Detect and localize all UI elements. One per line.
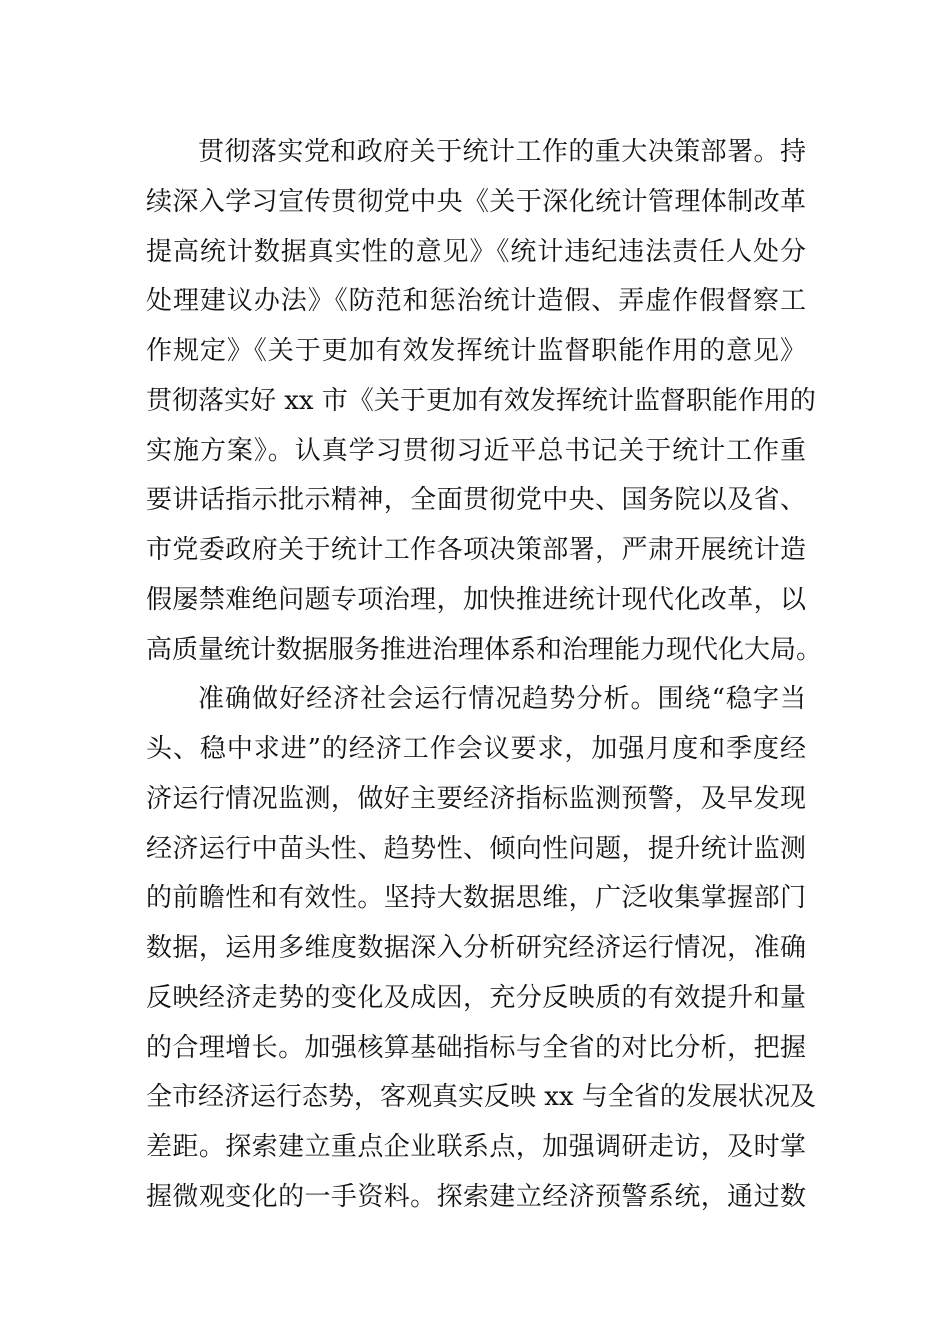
- paragraph-2-line-2: 头、稳中求进”的经济工作会议要求，加强月度和季度经: [146, 734, 806, 764]
- paragraph-1-line-8: 要讲话指示批示精神，全面贯彻党中央、国务院以及省、: [146, 485, 806, 516]
- paragraph-2-line-6: 数据，运用多维度数据深入分析研究经济运行情况，准确: [146, 933, 806, 963]
- paragraph-2-line-1: 准确做好经济社会运行情况趋势分析。围绕“稳字当: [198, 684, 806, 715]
- paragraph-1-line-7: 实施方案》。认真学习贯彻习近平总书记关于统计工作重: [146, 435, 806, 466]
- paragraph-2-line-7: 反映经济走势的变化及成因，充分反映质的有效提升和量: [146, 982, 806, 1013]
- paragraph-2-line-10: 差距。探索建立重点企业联系点，加强调研走访，及时掌: [146, 1132, 806, 1162]
- paragraph-1-line-6: 贯彻落实好 xx 市《关于更加有效发挥统计监督职能作用的: [146, 385, 816, 416]
- paragraph-1-line-1: 贯彻落实党和政府关于统计工作的重大决策部署。持: [198, 137, 806, 167]
- paragraph-2-line-8: 的合理增长。加强核算基础指标与全省的对比分析，把握: [146, 1032, 806, 1063]
- paragraph-1-line-3: 提高统计数据真实性的意见》《统计违纪违法责任人处分: [146, 236, 806, 267]
- paragraph-2-line-5: 的前瞻性和有效性。坚持大数据思维，广泛收集掌握部门: [146, 883, 806, 914]
- paragraph-2-line-3: 济运行情况监测，做好主要经济指标监测预警，及早发现: [146, 783, 806, 814]
- paragraph-2-line-11: 握微观变化的一手资料。探索建立经济预警系统，通过数: [146, 1181, 806, 1212]
- paragraph-1-line-10: 假屡禁难绝问题专项治理，加快推进统计现代化改革，以: [146, 584, 806, 615]
- paragraph-1-line-9: 市党委政府关于统计工作各项决策部署，严肃开展统计造: [146, 535, 806, 565]
- document-body: [146, 128, 823, 1223]
- paragraph-1-line-2: 续深入学习宣传贯彻党中央《关于深化统计管理体制改革: [146, 186, 806, 217]
- paragraph-2-line-4: 经济运行中苗头性、趋势性、倾向性问题，提升统计监测: [146, 833, 806, 864]
- paragraph-1-line-4: 处理建议办法》《防范和惩治统计造假、弄虚作假督察工: [146, 286, 806, 317]
- paragraph-1-line-5: 作规定》《关于更加有效发挥统计监督职能作用的意见》: [146, 336, 806, 366]
- paragraph-1-line-11: 高质量统计数据服务推进治理体系和治理能力现代化大局。: [146, 634, 823, 665]
- paragraph-2-line-9: 全市经济运行态势，客观真实反映 xx 与全省的发展状况及: [146, 1082, 816, 1113]
